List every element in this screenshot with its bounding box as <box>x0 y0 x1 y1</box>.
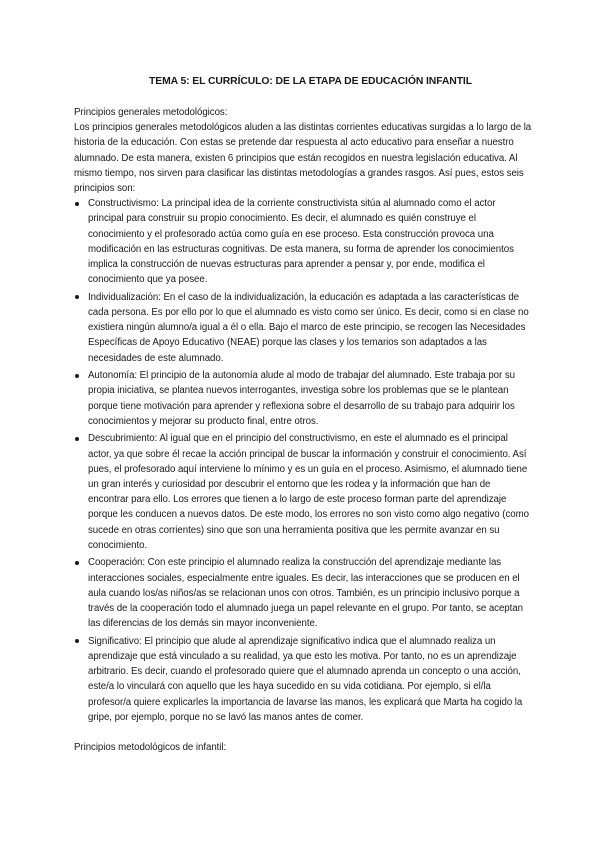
bullet-icon <box>75 561 79 565</box>
list-item-text: Significativo: El principio que alude al aprendizaje significativo indica que el alumnado realiza un aprendizaje que está vinculado a su realidad, ya que esto les motiva. Por tanto, no es un aprendizaje arbitrario. Es decir, cuando el profesorado quiere que el alumnado aprenda un concepto o una acción, este/a lo vinculará con aquello que les haya sucedido en su vida cotidiana. Por ejemplo, si el/la profesor/a quiere explicarles la importancia de lavarse las manos, les explicará que Marta ha cogido la gripe, por ejemplo, porque no se lavó las manos antes de comer. <box>88 635 523 723</box>
list-item-significativo <box>74 634 533 725</box>
list-item-autonomia <box>74 368 533 429</box>
list-item-individualizacion <box>74 290 533 366</box>
list-item-text: Autonomía: El principio de la autonomía alude al modo de trabajar del alumnado. Este trabaja por su propia iniciativa, se plantea nuevos interrogantes, investiga sobre los problemas que se le plantean porque tiene motivación para aprender y reflexiona sobre el desarrollo de su trabajo para adquirir los conocimientos y mejorar su producto final, entre otros. <box>88 370 515 427</box>
bullet-icon <box>75 295 79 299</box>
list-item-constructivismo <box>74 196 533 287</box>
list-item-cooperacion <box>74 555 533 631</box>
principles-list <box>74 196 533 725</box>
bullet-icon <box>75 202 79 206</box>
list-item-descubrimiento <box>74 431 533 553</box>
section-heading-infant-principles: Principios metodológicos de infantil: <box>74 742 227 754</box>
bullet-icon <box>75 374 79 378</box>
list-item-text: Cooperación: Con este principio el alumnado realiza la construcción del aprendizaje mediante las interacciones sociales, especialmente entre iguales. Es decir, las interacciones que se producen en el aula cuando los/as niños/as se relacionan unos con otros. También, es un principio inclusivo porque a través de la cooperación todo el alumnado juega un papel relevante en el grupo. Por tanto, se aceptan las diferencias de los demás sin mayor inconveniente. <box>88 557 523 630</box>
document-title: TEMA 5: EL CURRÍCULO: DE LA ETAPA DE EDUCACIÓN INFANTIL <box>149 76 472 87</box>
list-item-text: Individualización: En el caso de la individualización, la educación es adaptada a las características de cada persona. Es por ello por lo que el alumnado es visto como ser único. Es decir, como si en clase no existiera ningún alumno/a igual a él o ella. Bajo el marco de este principio, se recogen las Necesidades Específicas de Apoyo Educativo (NEAE) porque las clases y los temarios son adaptados a las necesidades de este alumnado. <box>88 291 529 364</box>
list-item-text: Constructivismo: La principal idea de la corriente constructivista sitúa al alumnado como el actor principal para construir su propio conocimiento. Es decir, el alumnado es quién construye el conocimiento y el profesorado actúa como guía en ese proceso. Esta construcción provoca una modificación en las estructuras cognitivas. De esta manera, su forma de aprender los conocimientos implica la construcción de nuevas estructuras para aprender a pensar y, por ende, modifica el conocimiento que ya posee. <box>88 198 514 286</box>
bullet-icon <box>75 639 79 643</box>
list-item-text: Descubrimiento: Al igual que en el principio del constructivismo, en este el alumnado es el principal actor, ya que sobre él recae la acción principal de buscar la información y construir el conocimiento. Así pues, el profesorado aquí interviene lo mínimo y es un guía en el proceso. Asimismo, el alumnado tiene un gran interés y curiosidad por descubrir el entorno que les rodea y la información que han de encontrar para ello. Los errores que tienen a lo largo de este proceso forman parte del aprendizaje porque les conducen a nuevos datos. De este modo, los errores no son visto como algo negativo (como sucede en otras corrientes) sino que son una herramienta positiva que les permite avanzar en su conocimiento. <box>88 433 529 551</box>
section-heading-general-principles: Principios generales metodológicos: <box>74 107 228 118</box>
bullet-icon <box>75 437 79 441</box>
intro-paragraph: Los principios generales metodológicos aluden a las distintas corrientes educativas surgidas a lo largo de la historia de la educación. Con estas se pretende dar respuesta al acto educativo para enseñar a nuestro alumnado. De esta manera, existen 6 principios que están recogidos en nuestra legislación educativa. Al mismo tiempo, nos sirven para clasificar las distintas metodologías a grandes rasgos. Así pues, estos seis principios son: <box>74 122 532 195</box>
